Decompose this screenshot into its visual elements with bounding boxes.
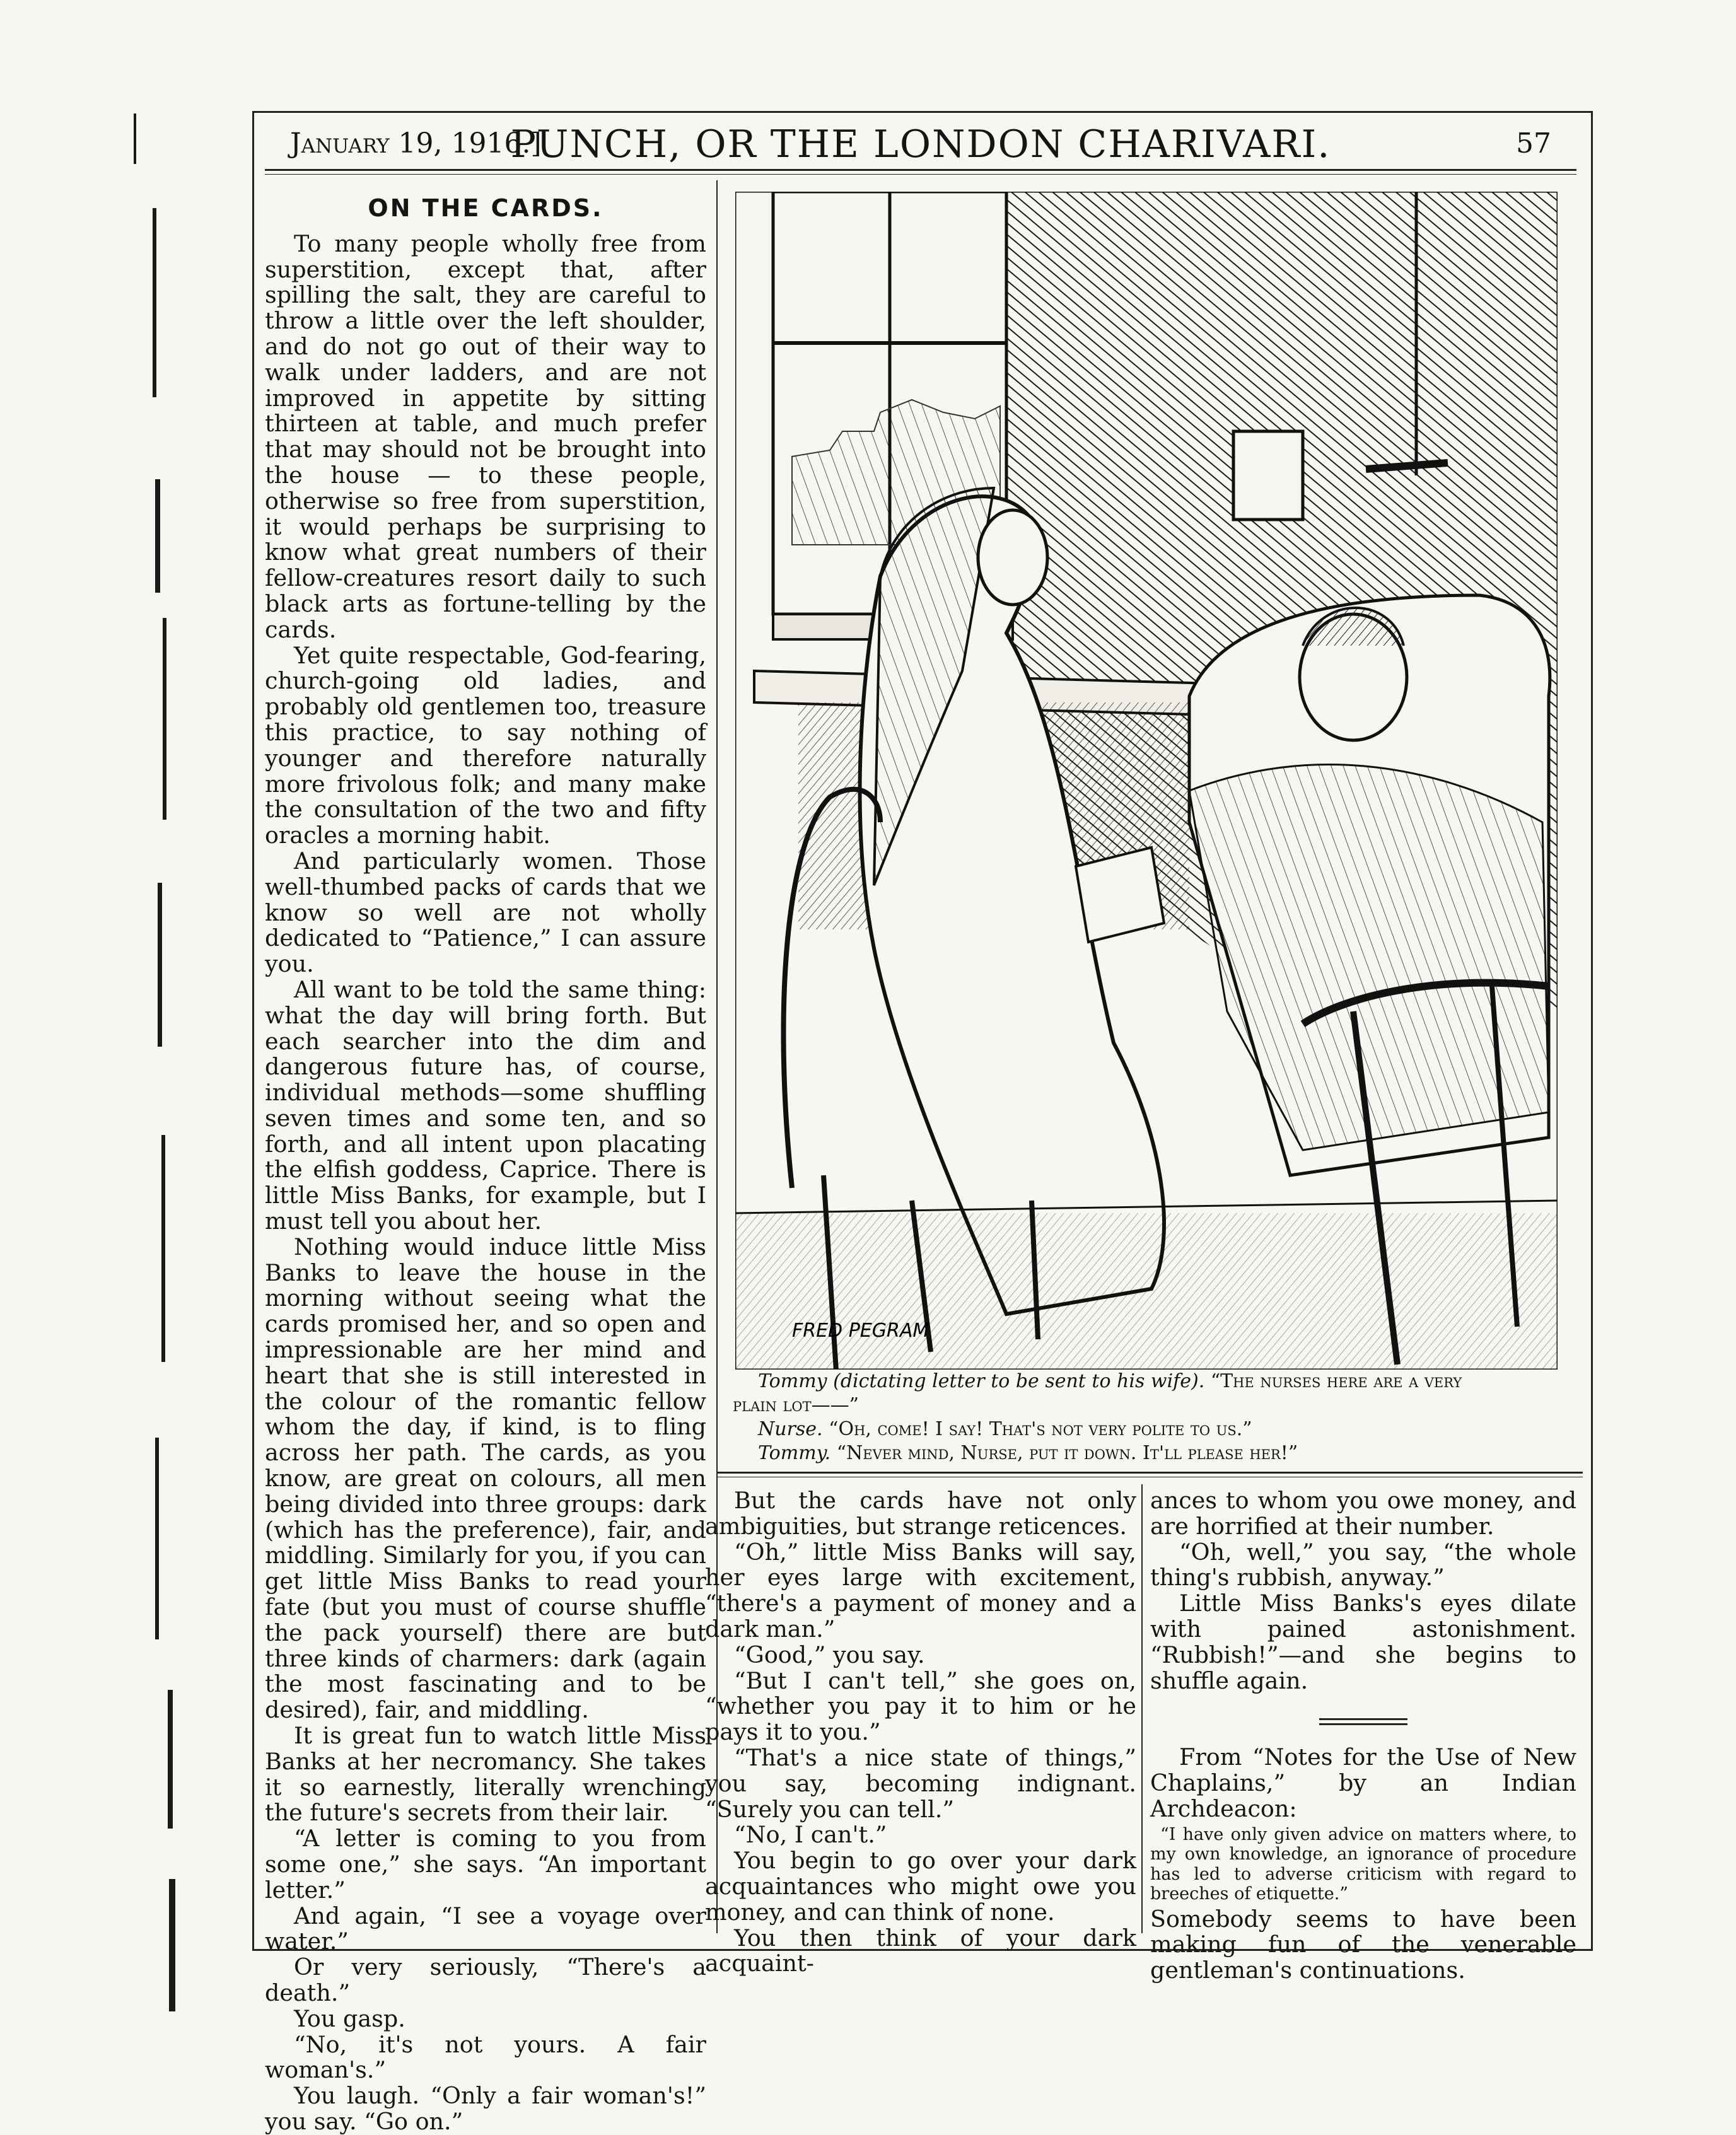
binding-mark — [155, 1438, 159, 1639]
paragraph: To many people wholly free from superstition, except that, after spilling the salt, they are careful to throw a little over the left shoulder, and do not go out of their way to walk under ladders, and are not improved in appetite by sitting thirteen at table, and much prefer that may should not be brought into the house — to these people, otherwise so free from superstition, it would perhaps be surprising to know what great numbers of their fellow-creatures resort daily to such black arts as fortune-telling by the cards. — [265, 230, 706, 643]
article-column-2 — [705, 1488, 1136, 1977]
paragraph: Or very seriously, “There's a death.” — [265, 1953, 706, 2006]
article-column-3 — [1150, 1488, 1576, 1984]
caption-line: “Oh, come! I say! That's not very polite to us.” — [829, 1418, 1252, 1440]
paragraph: You laugh. “Only a fair woman's!” you say. “Go on.” — [265, 2082, 706, 2135]
paragraph: All want to be told the same thing: what the day will bring forth. But each searcher into the dim and dangerous future has, of course, individual methods—some shuffling seven times and some ten, and so forth, and all intent upon placating the elfish goddess, Caprice. There is little Miss Banks, for example, but I must tell you about her. — [265, 975, 706, 1235]
note-comment: Somebody seems to have been making fun of the venerable gentleman's continuations. — [1150, 1905, 1576, 1984]
paragraph: “Good,” you say. — [734, 1641, 925, 1668]
paragraph: “But I can't tell,” she goes on, “whether you pay it to him or he pays it to you.” — [705, 1667, 1136, 1746]
paragraph: Little Miss Banks's eyes dilate with pained astonishment. “Rubbish!”—and she begins to shuffle again. — [1150, 1590, 1576, 1694]
caption-line: “The nurses here are a very — [1210, 1370, 1462, 1392]
paragraph: “A letter is coming to you from some one,” she says. “An important letter.” — [265, 1825, 706, 1904]
paragraph: You begin to go over your dark acquaintances who might owe you money, and can think of none. — [705, 1847, 1136, 1926]
cartoon-caption — [733, 1370, 1559, 1465]
article-column-1 — [265, 189, 706, 2135]
paragraph: You then think of your dark acquaint- — [705, 1924, 1136, 1977]
binding-mark — [155, 479, 160, 593]
binding-mark — [168, 1690, 173, 1829]
note-intro: From “Notes for the Use of New Chaplains,” by an Indian Archdeacon: — [1150, 1743, 1576, 1822]
paragraph: Yet quite respectable, God-fearing, church-going old ladies, and probably old gentlemen too, treasure this practice, to say nothing of younger and therefore naturally more frivolous folk; and many make the consultation of the two and fifty oracles a morning habit. — [265, 641, 706, 849]
caption-direction: (dictating letter to be sent to his wife). — [833, 1370, 1205, 1392]
cartoon-illustration — [735, 192, 1558, 1370]
binding-mark — [153, 208, 156, 397]
page-number: 57 — [1516, 127, 1551, 160]
header-rule-thin — [265, 174, 1576, 175]
caption-speaker: Nurse. — [758, 1418, 823, 1440]
caption-rule — [718, 1472, 1583, 1474]
binding-mark — [134, 113, 136, 164]
paragraph: But the cards have not only ambiguities, but strange reticences. — [705, 1487, 1136, 1540]
column-divider — [1141, 1484, 1143, 1933]
paragraph: “No, it's not yours. A fair woman's.” — [265, 2030, 706, 2084]
paragraph: “Oh, well,” you say, “the whole thing's rubbish, anyway.” — [1150, 1538, 1576, 1591]
caption-speaker: Tommy — [758, 1370, 827, 1392]
publication-title: PUNCH, OR THE LONDON CHARIVARI. — [510, 122, 1331, 166]
wall-picture — [1233, 431, 1303, 520]
paragraph: Nothing would induce little Miss Banks to leave the house in the morning without seeing what the cards promised her, and so open and impressionable are her mind and heart that she is still interested in the colour of the romantic fellow whom the day, if kind, is to fling across her path. The cards, as you know, are great on colours, all men being divided into three groups: dark (which has the preference), fair, and middling. Similarly for you, if you can get little Miss Banks to read your fate (but you must of course shuffle the pack yourself) there are but three kinds of charmers: dark (again the most fascinating and to be desired), fair, and middling. — [265, 1233, 706, 1724]
page-header — [265, 120, 1576, 168]
patient — [1300, 608, 1407, 740]
paragraph: And particularly women. Those well-thumbed packs of cards that we know so well are not wholly dedicated to “Patience,” I can assure you. — [265, 847, 706, 978]
binding-mark — [158, 883, 162, 1047]
caption-line: “Never mind, Nurse, put it down. It'll please her!” — [836, 1442, 1298, 1464]
artist-signature: FRED PEGRAM — [792, 1320, 929, 1342]
binding-mark — [163, 618, 166, 820]
paragraph: ances to whom you owe money, and are horrified at their number. — [1150, 1487, 1576, 1540]
issue-date: January 19, 1916.] — [290, 127, 542, 160]
note-quote: “I have only given advice on matters where, to my own knowledge, an ignorance of procedure has led to adverse criticism with regard to breeches of etiquette.” — [1150, 1824, 1576, 1904]
caption-speaker: Tommy. — [758, 1442, 831, 1464]
header-rule — [265, 169, 1576, 171]
section-divider — [1150, 1705, 1576, 1731]
paragraph: “That's a nice state of things,” you say, becoming indignant. “Surely you can tell.” — [705, 1743, 1136, 1823]
paragraph: It is great fun to watch little Miss Banks at her necromancy. She takes it so earnestly, literally wrenching the future's secrets from their lair. — [265, 1722, 706, 1827]
paragraph: “Oh,” little Miss Banks will say, her eyes large with excitement, “there's a payment of money and a dark man.” — [705, 1538, 1136, 1643]
binding-mark — [161, 1135, 165, 1362]
article-title: ON THE CARDS. — [368, 194, 603, 222]
caption-line: plain lot——” — [733, 1394, 859, 1416]
binding-mark — [169, 1879, 175, 2011]
paragraph: And again, “I see a voyage over water.” — [265, 1902, 706, 1955]
paragraph: “No, I can't.” — [734, 1821, 887, 1849]
paragraph: You gasp. — [294, 2004, 405, 2032]
